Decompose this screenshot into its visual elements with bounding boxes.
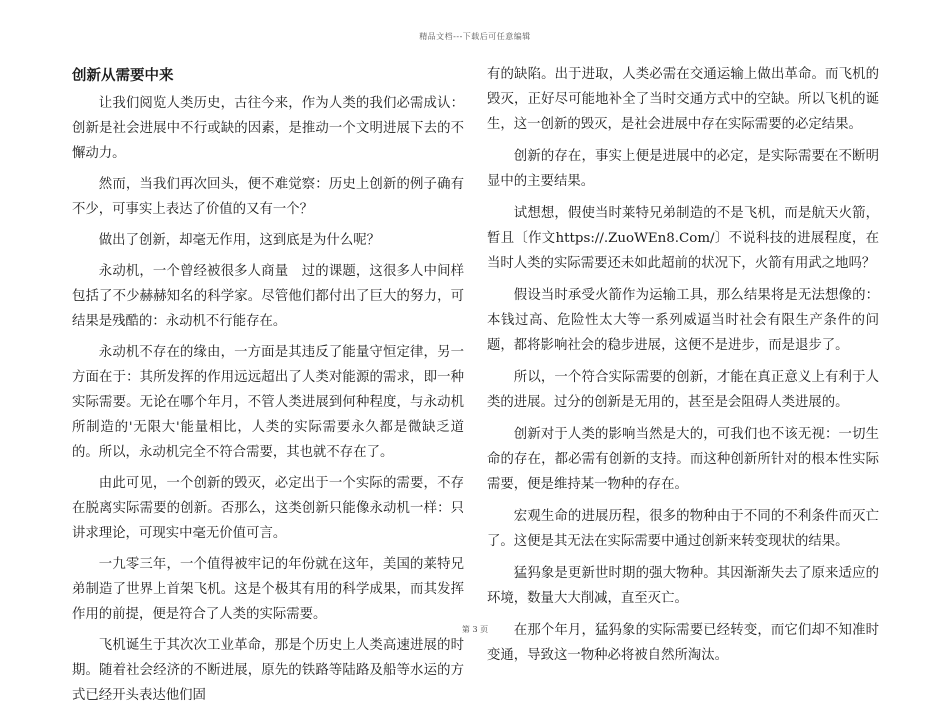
paragraph: 所以，一个符合实际需要的创新，才能在真正意义上有利于人类的进展。过分的创新是无用的，甚至是会阻碍人类进展的。 [487,370,879,410]
paragraph: 让我们阅览人类历史，古往今来，作为人类的我们必需成认：创新是社会进展中不行或缺的因素，是推动一个文明进展下去的不懈动力。 [72,96,464,161]
page-header: 精品文档---下载后可任意编辑 [419,32,531,41]
paragraph: 然而，当我们再次回头，便不难觉察：历史上创新的例子确有不少，可事实上表达了价值的又有一个？ [72,177,464,217]
paragraph: 宏观生命的进展历程，很多的物种由于不同的不利条件而灭亡了。这便是其无法在实际需要中通过创新来转变现状的结果。 [487,509,879,549]
right-column [487,62,879,675]
paragraph: 由此可见，一个创新的毁灭，必定出于一个实际的需要，不存在脱离实际需要的创新。否那么，这类创新只能像永动机一样：只讲求理论，可现实中毫无价值可言。 [72,476,464,541]
page-number: 第 3 页 [461,625,489,634]
paragraph: 飞机诞生于其次次工业革命，那是个历史上人类高速进展的时期。随着社会经济的不断进展，原先的铁路等陆路及船等水运的方式已经开头表达他们固 [72,638,464,703]
paragraph: 创新对于人类的影响当然是大的，可我们也不该无视：一切生命的存在，都必需有创新的支持。而这种创新所针对的根本性实际需要，便是维持某一物种的存在。 [487,427,879,492]
paragraph-continuation: 有的缺陷。出于进取，人类必需在交通运输上做出革命。而飞机的毁灭，正好尽可能地补全了当时交通方式中的空缺。所以飞机的诞生，这一创新的毁灭，是社会进展中存在实际需要的必定结果。 [487,67,879,132]
paragraph: 在那个年月，猛犸象的实际需要已经转变，而它们却不知准时变通，导致这一物种必将被自然所淘汰。 [487,623,879,663]
paragraph: 试想想，假使当时莱特兄弟制造的不是飞机，而是航天火箭，暂且〔作文https://.ZuoWEn8.Com/〕不说科技的进展程度，在当时人类的实际需要还未如此超前的状况下，火箭有用武之地吗？ [487,206,879,271]
paragraph: 永动机不存在的缘由，一方面是其违反了能量守恒定律，另一方面在于：其所发挥的作用远远超出了人类对能源的需求，即一种实际需要。无论在哪个年月，不管人类进展到何种程度，与永动机所制造的'无限大'能量相比，人类的实际需要永久都是微缺乏道的。所以，永动机完全不符合需要，其也就不存在了。 [72,345,464,460]
paragraph: 一九零三年，一个值得被牢记的年份就在这年，美国的莱特兄弟制造了世界上首架飞机。这是个极其有用的科学成果，而其发挥作用的前提，便是符合了人类的实际需要。 [72,557,464,622]
article-title: 创新从需要中来 [72,68,174,84]
paragraph: 创新的存在，事实上便是进展中的必定，是实际需要在不断明显中的主要结果。 [487,149,879,189]
paragraph: 猛犸象是更新世时期的强大物种。其因渐渐失去了原来适应的环境，数量大大削减，直至灭亡。 [487,566,879,606]
left-column [72,62,464,714]
paragraph: 做出了创新，却毫无作用，这到底是为什么呢？ [98,233,380,248]
paragraph: 永动机，一个曾经被很多人商量 过的课题，这很多人中间样包括了不少赫赫知名的科学家。尽管他们都付出了巨大的努力，可结果是残酷的：永动机不行能存在。 [72,264,464,329]
paragraph: 假设当时承受火箭作为运输工具，那么结果将是无法想像的：本钱过高、危险性太大等一系列威逼当时社会有限生产条件的问题，都将影响社会的稳步进展，这便不是进步，而是退步了。 [487,288,879,353]
